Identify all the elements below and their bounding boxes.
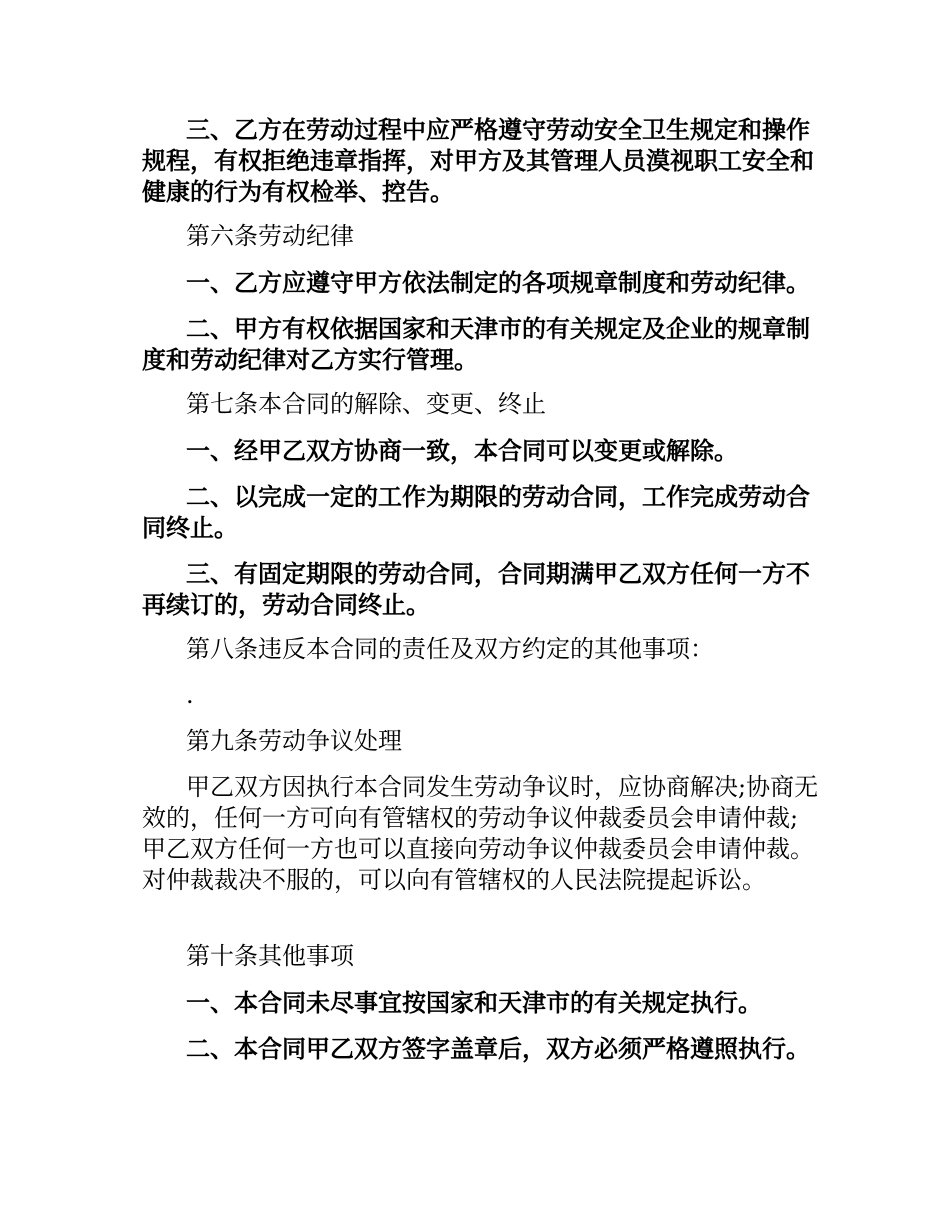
article-6-heading: 第六条劳动纪律 [186, 222, 354, 250]
article-9-heading: 第九条劳动争议处理 [186, 727, 402, 755]
article-7-heading: 第七条本合同的解除、变更、终止 [186, 390, 546, 418]
clause-7-item-1: 一、经甲乙双方协商一致，本合同可以变更或解除。 [186, 436, 738, 465]
article-8-content: . [186, 681, 194, 709]
clause-6-item-1: 一、乙方应遵守甲方依法制定的各项规章制度和劳动纪律。 [186, 268, 810, 297]
clause-5-item-3: 三、乙方在劳动过程中应严格遵守劳动安全卫生规定和操作规程，有权拒绝违章指挥，对甲方及其管理人员漠视职工安全和健康的行为有权检举、控告。 [142, 115, 814, 206]
clause-10-item-1: 一、本合同未尽事宜按国家和天津市的有关规定执行。 [186, 988, 762, 1017]
clause-10-item-2: 二、本合同甲乙双方签字盖章后，双方必须严格遵照执行。 [186, 1034, 810, 1063]
clause-7-item-3: 三、有固定期限的劳动合同，合同期满甲乙双方任何一方不再续订的，劳动合同终止。 [142, 559, 810, 619]
clause-7-item-2: 二、以完成一定的工作为期限的劳动合同，工作完成劳动合同终止。 [142, 482, 810, 542]
article-10-heading: 第十条其他事项 [186, 942, 354, 970]
article-8-heading: 第八条违反本合同的责任及双方约定的其他事项： [186, 635, 714, 663]
article-9-content: 甲乙双方因执行本合同发生劳动争议时，应协商解决;协商无效的，任何一方可向有管辖权的劳动争议仲裁委员会申请仲裁;甲乙双方任何一方也可以直接向劳动争议仲裁委员会申请仲裁。对仲裁裁决不服的，可以向有管辖权的人民法院提起诉讼。 [142, 773, 819, 894]
clause-6-item-2: 二、甲方有权依据国家和天津市的有关规定及企业的规章制度和劳动纪律对乙方实行管理。 [142, 314, 810, 374]
